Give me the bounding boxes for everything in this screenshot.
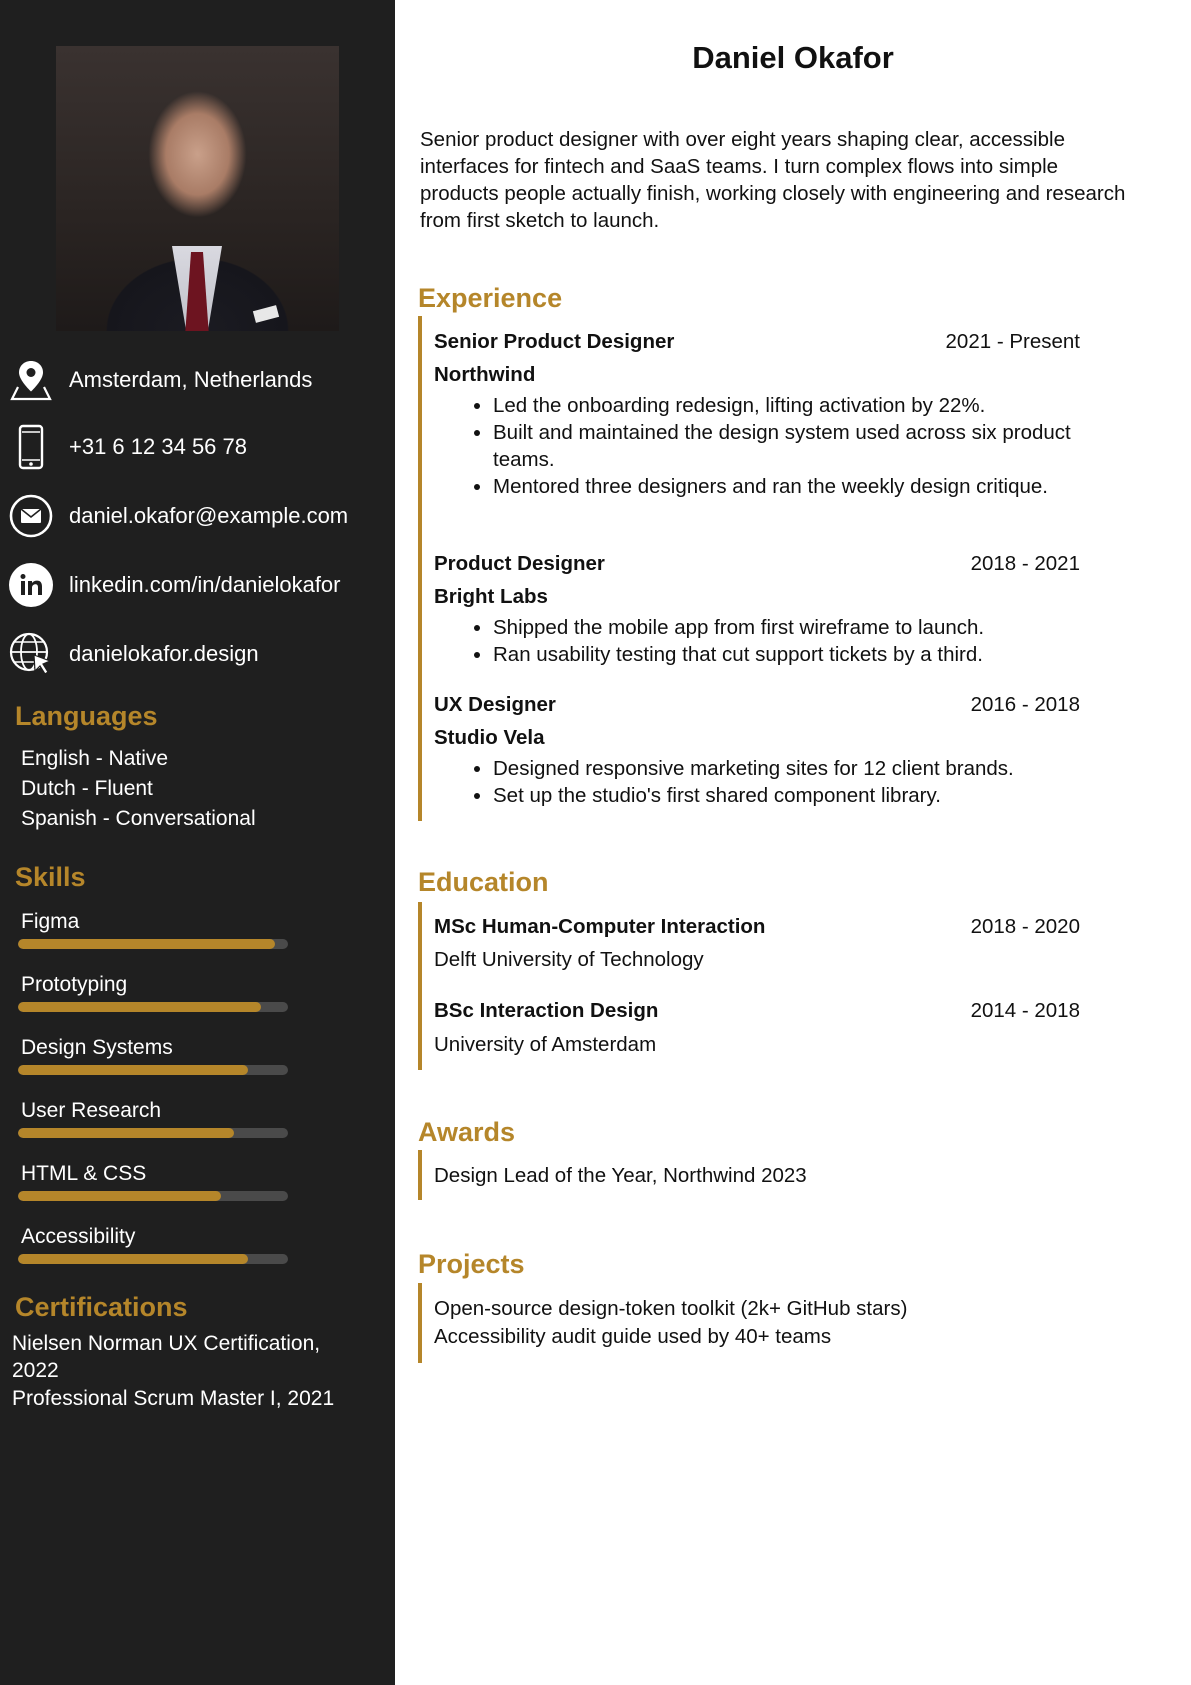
section-rule	[418, 1150, 422, 1200]
languages-heading: Languages	[15, 701, 158, 731]
degree-school: University of Amsterdam	[434, 1033, 657, 1056]
skill-label: Design Systems	[21, 1036, 173, 1059]
skill-bar	[18, 939, 288, 949]
job-company: Studio Vela	[434, 726, 545, 749]
job-title: Senior Product Designer	[434, 330, 675, 353]
education-heading: Education	[418, 867, 549, 897]
certifications-heading: Certifications	[15, 1292, 188, 1322]
degree-school: Delft University of Technology	[434, 948, 704, 971]
skill-label: Accessibility	[21, 1225, 136, 1248]
job-bullets	[460, 755, 1103, 809]
certification-item: Professional Scrum Master I, 2021	[12, 1387, 335, 1410]
candidate-name: Daniel Okafor	[692, 40, 894, 75]
degree-date: 2018 - 2020	[970, 915, 1080, 938]
skill-bar	[18, 1254, 288, 1264]
skill-label: Prototyping	[21, 973, 128, 996]
skill-fill	[18, 1002, 261, 1012]
skill-fill	[18, 1128, 234, 1138]
contact-phone	[8, 423, 388, 471]
phone-text: +31 6 12 34 56 78	[69, 434, 247, 459]
experience-heading: Experience	[418, 283, 563, 313]
skill-fill	[18, 1254, 248, 1264]
bullet-item: • Mentored three designers and ran the weekly design critique.	[493, 473, 1103, 500]
language-item: Dutch - Fluent	[21, 777, 153, 800]
projects-heading: Projects	[418, 1249, 525, 1279]
job-title: Product Designer	[434, 552, 605, 575]
language-item: Spanish - Conversational	[21, 807, 256, 830]
map-pin-icon	[8, 357, 54, 403]
website-link[interactable]: danielokafor.design	[69, 641, 259, 666]
contact-linkedin[interactable]	[8, 561, 388, 609]
profile-photo	[56, 46, 339, 331]
project-item: Accessibility audit guide used by 40+ teams	[434, 1325, 832, 1348]
skill-bar	[18, 1191, 288, 1201]
bullet-item: • Designed responsive marketing sites for 12 client brands.	[493, 755, 1103, 782]
mail-icon	[8, 493, 54, 539]
linkedin-link[interactable]: linkedin.com/in/danielokafor	[69, 572, 341, 597]
project-item: Open-source design-token toolkit (2k+ GitHub stars)	[434, 1297, 908, 1320]
certification-item: Nielsen Norman UX Certification, 2022	[12, 1332, 321, 1382]
language-item: English - Native	[21, 747, 169, 770]
skill-label: HTML & CSS	[21, 1162, 147, 1185]
bullet-item: • Led the onboarding redesign, lifting activation by 22%.	[493, 392, 1103, 419]
globe-icon	[8, 631, 54, 677]
section-rule	[418, 316, 422, 821]
job-date: 2016 - 2018	[970, 693, 1080, 716]
job-date: 2018 - 2021	[970, 552, 1080, 575]
email-link[interactable]: daniel.okafor@example.com	[69, 503, 349, 528]
degree-date: 2014 - 2018	[970, 999, 1080, 1022]
skill-fill	[18, 1191, 221, 1201]
skill-bar	[18, 1002, 288, 1012]
contact-email[interactable]	[8, 492, 388, 540]
award-item: Design Lead of the Year, Northwind 2023	[434, 1164, 807, 1187]
contact-location	[8, 356, 388, 404]
job-company: Bright Labs	[434, 585, 548, 608]
linkedin-icon	[8, 562, 54, 608]
phone-icon	[8, 424, 54, 470]
location-text: Amsterdam, Netherlands	[69, 367, 313, 392]
sidebar	[0, 0, 395, 1685]
contact-website[interactable]	[8, 630, 388, 678]
degree-title: BSc Interaction Design	[434, 999, 659, 1022]
skill-fill	[18, 1065, 248, 1075]
skill-bar	[18, 1065, 288, 1075]
job-bullets	[460, 614, 1103, 668]
section-rule	[418, 1283, 422, 1363]
job-bullets	[460, 392, 1103, 500]
section-rule	[418, 902, 422, 1070]
skill-label: User Research	[21, 1099, 162, 1122]
profile-summary: Senior product designer with over eight years shaping clear, accessible interfaces for fintech and SaaS teams. I turn complex flows into simple products people actually finish, working closely with engineering and research from first sketch to launch.	[420, 128, 1126, 232]
skill-fill	[18, 939, 275, 949]
bullet-item: • Set up the studio's first shared component library.	[493, 782, 1103, 809]
job-company: Northwind	[434, 363, 536, 386]
skill-label: Figma	[21, 910, 80, 933]
job-title: UX Designer	[434, 693, 556, 716]
awards-heading: Awards	[418, 1117, 516, 1147]
bullet-item: • Built and maintained the design system used across six product teams.	[493, 419, 1103, 473]
bullet-item: • Shipped the mobile app from first wireframe to launch.	[493, 614, 1103, 641]
skills-heading: Skills	[15, 862, 86, 892]
skill-bar	[18, 1128, 288, 1138]
degree-title: MSc Human-Computer Interaction	[434, 915, 766, 938]
job-date: 2021 - Present	[945, 330, 1080, 353]
bullet-item: • Ran usability testing that cut support tickets by a third.	[493, 641, 1103, 668]
